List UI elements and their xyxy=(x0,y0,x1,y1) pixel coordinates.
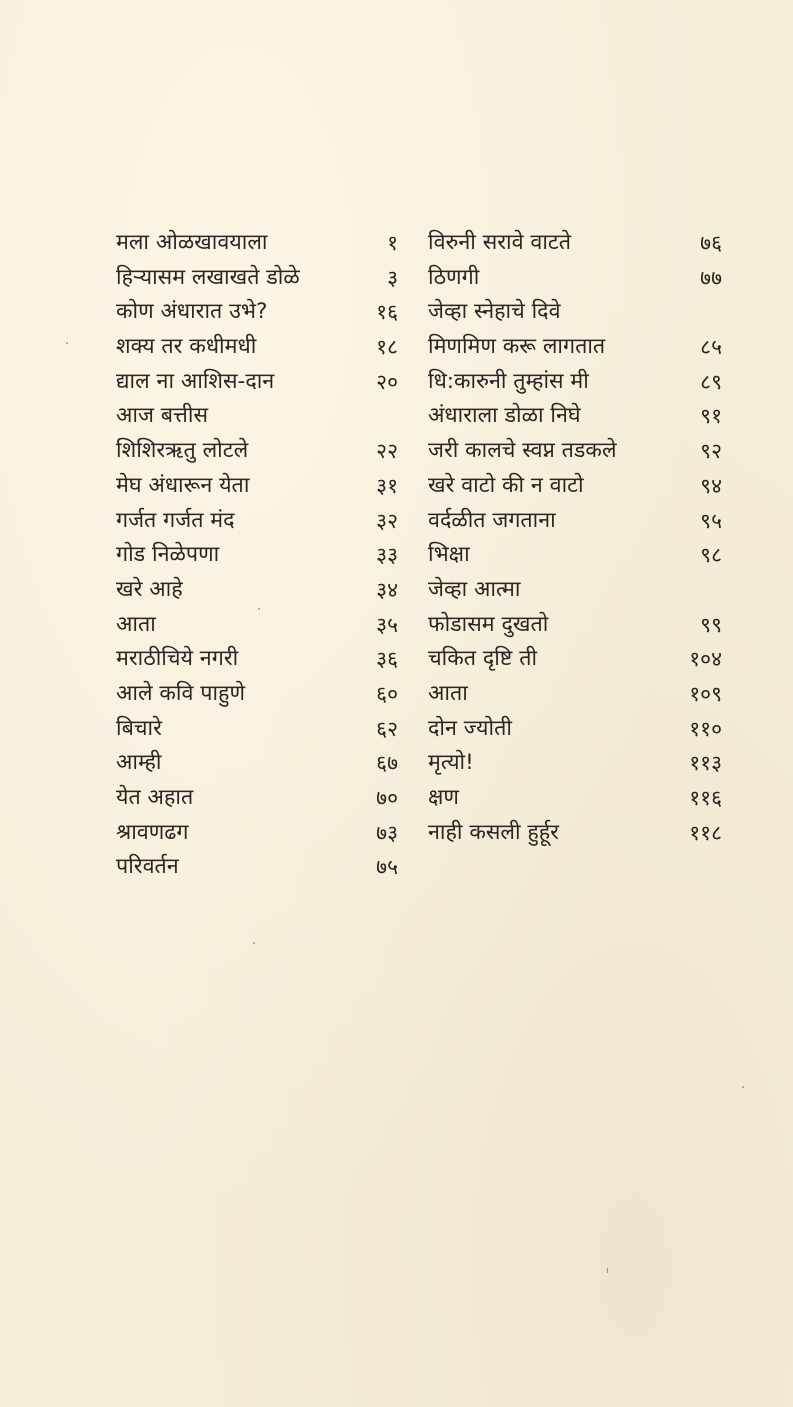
toc-title: गर्जत गर्जत मंद xyxy=(116,507,235,533)
toc-page-number: ३५ xyxy=(376,612,398,637)
toc-page-number: ३१ xyxy=(376,473,398,498)
paper-speck xyxy=(742,1086,744,1088)
toc-entry xyxy=(428,573,728,608)
toc-page-number: ७६ xyxy=(700,231,722,255)
toc-title: वर्दळीत जगताना xyxy=(428,507,556,533)
toc-title: धि:कारुनी तुम्हांस मी xyxy=(428,368,589,394)
toc-column-left xyxy=(116,226,406,885)
toc-entry xyxy=(116,746,406,781)
toc-page-number: १६ xyxy=(376,300,398,325)
toc-entry xyxy=(116,330,406,365)
toc-title: परिवर्तन xyxy=(116,854,179,880)
toc-entry xyxy=(428,538,728,573)
toc-entry xyxy=(116,469,406,504)
toc-title: क्षण xyxy=(428,785,459,810)
toc-title: विरुनी सरावे वाटते xyxy=(428,230,572,255)
paper-speck xyxy=(66,342,68,344)
toc-entry xyxy=(428,261,728,296)
toc-entry xyxy=(428,399,728,434)
toc-title: मला ओळखावयाला xyxy=(116,230,268,255)
toc-title: चकित दृष्टि ती xyxy=(428,646,538,672)
toc-entry xyxy=(116,226,406,261)
toc-entry xyxy=(428,469,728,504)
toc-page-number: ९१ xyxy=(700,404,722,429)
toc-page-number: ७३ xyxy=(376,820,398,845)
toc-page-number: ११३ xyxy=(689,751,722,776)
toc-entry xyxy=(428,295,728,330)
toc-title: श्रावणढग xyxy=(116,819,189,845)
toc-page-number: ७० xyxy=(376,786,398,810)
toc-column-right xyxy=(428,226,728,850)
paper-speck xyxy=(607,1268,608,1273)
toc-title: कोण अंधारात उभे? xyxy=(116,299,268,325)
toc-entry xyxy=(428,781,728,816)
toc-entry xyxy=(116,295,406,330)
toc-page-number: ९४ xyxy=(700,473,722,498)
toc-title: आम्ही xyxy=(116,750,162,776)
paper-speck xyxy=(253,942,255,944)
toc-title: भिक्षा xyxy=(428,542,470,568)
toc-entry xyxy=(428,642,728,677)
toc-entry xyxy=(116,850,406,885)
toc-title: आज बत्तीस xyxy=(116,403,208,429)
toc-page-number: ८५ xyxy=(700,335,722,360)
toc-title: मिणमिण करू लागतात xyxy=(428,334,606,360)
toc-page-number: ६२ xyxy=(376,716,398,741)
toc-title: येत अहात xyxy=(116,785,194,810)
toc-title: दोन ज्योती xyxy=(428,715,512,741)
toc-page-number: ६० xyxy=(376,681,398,706)
toc-page-number: १८ xyxy=(376,335,398,360)
toc-title: खरे वाटो की न वाटो xyxy=(428,472,584,498)
toc-title: मृत्यो! xyxy=(428,750,474,776)
toc-page-number: १०४ xyxy=(689,647,722,672)
toc-title: अंधाराला डोळा निघे xyxy=(428,403,581,429)
toc-entry xyxy=(428,746,728,781)
toc-entry xyxy=(428,712,728,747)
toc-page-number: ९५ xyxy=(700,508,722,533)
toc-page-number: १ xyxy=(387,231,398,255)
toc-page-number: ७७ xyxy=(700,265,722,290)
toc-title: जेव्हा स्नेहाचे दिवे xyxy=(428,299,561,325)
toc-entry xyxy=(116,781,406,816)
toc-title: जरी कालचे स्वप्न तडकले xyxy=(428,438,617,464)
toc-page-number: ८९ xyxy=(700,369,722,394)
toc-page-number: ११६ xyxy=(689,786,722,810)
toc-page-number: ९८ xyxy=(700,543,722,568)
toc-title: ठिणगी xyxy=(428,264,480,290)
toc-entry xyxy=(116,573,406,608)
toc-entry xyxy=(428,677,728,712)
toc-page-number: ३६ xyxy=(376,647,398,672)
toc-entry xyxy=(428,608,728,643)
toc-title: मेघ अंधारून येता xyxy=(116,472,250,498)
toc-title: द्याल ना आशिस-दान xyxy=(116,368,275,394)
toc-page-number: ९२ xyxy=(700,439,722,464)
toc-title: आता xyxy=(116,611,156,637)
toc-title: आता xyxy=(428,680,468,706)
toc-entry xyxy=(116,642,406,677)
toc-entry xyxy=(428,330,728,365)
toc-entry xyxy=(428,504,728,539)
toc-title: जेव्हा आत्मा xyxy=(428,576,521,602)
toc-entry xyxy=(428,365,728,400)
toc-entry xyxy=(116,677,406,712)
toc-title: नाही कसली हुर्हूर xyxy=(428,819,559,845)
toc-page-number: ३ xyxy=(387,265,398,290)
toc-page-number: ७५ xyxy=(376,855,398,880)
toc-entry xyxy=(116,365,406,400)
toc-entry xyxy=(116,434,406,469)
toc-title: मराठीचिये नगरी xyxy=(116,646,239,672)
paper-speck xyxy=(258,608,260,610)
toc-entry xyxy=(428,434,728,469)
toc-page-number: ३४ xyxy=(376,577,398,602)
toc-title: शिशिरऋतु लोटले xyxy=(116,438,249,464)
toc-page-number: ९९ xyxy=(700,612,722,637)
toc-entry xyxy=(116,504,406,539)
toc-page-number: १०९ xyxy=(689,681,722,706)
toc-entry xyxy=(116,712,406,747)
toc-title: खरे आहे xyxy=(116,576,183,602)
toc-title: फोडासम दुखतो xyxy=(428,611,549,637)
toc-title: बिचारे xyxy=(116,715,162,741)
toc-title: गोड निळेपणा xyxy=(116,542,220,568)
toc-title: शक्य तर कधीमधी xyxy=(116,334,257,360)
toc-entry xyxy=(428,816,728,851)
toc-entry xyxy=(116,538,406,573)
toc-page-number: ३३ xyxy=(376,543,398,568)
toc-title: आले कवि पाहुणे xyxy=(116,680,245,706)
toc-entry xyxy=(116,399,406,434)
toc-page-number: ११० xyxy=(689,716,722,741)
toc-entry xyxy=(116,608,406,643)
toc-title: हिऱ्यासम लखाखते डोळे xyxy=(116,264,300,290)
toc-page-number: २० xyxy=(376,369,398,394)
toc-page-number: ६७ xyxy=(376,751,398,776)
toc-page-number: ३२ xyxy=(376,508,398,533)
toc-entry xyxy=(116,816,406,851)
toc-page-number: ११८ xyxy=(689,820,722,845)
toc-entry xyxy=(116,261,406,296)
toc-entry xyxy=(428,226,728,261)
toc-page-number: २२ xyxy=(376,439,398,464)
